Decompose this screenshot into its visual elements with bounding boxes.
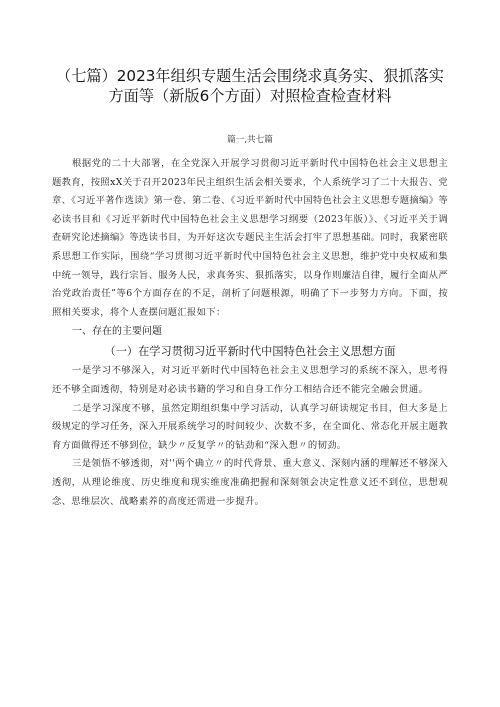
intro-paragraph: 根据党的二十大部署，在全党深入开展学习贯彻习近平新时代中国特色社会主义思想主题教育，按照xX关于召开2023年民主组织生活会相关要求，个人系统学习了二十大报告、党章、《习近平著作选读》第一卷、第二卷、《习近平新时代中国特色社会主义思想专题摘编》等必读书目和《习近平新时代中国特色社会主义思想学习纲要（2023年版）》、《习近平关于调查研究论述摘编》等选读书目，为开好这次专题民主生活会打牢了思想基础。同时，我紧密联系思想工作实际，围绕“学习贯彻习近平新时代中国特色社会主义思想，维护党中央权威和集中统一领导，践行宗旨、服务人民，求真务实、狠抓落实，以身作则廉洁自律，履行全面从严治党政治责任”等6个方面存在的不足，剖析了问题根源，明确了下一步努力方向。下面，按照相关要求，将个人查摆问题汇报如下：: [52, 158, 448, 318]
body-paragraph-3: 三是领悟不够透彻，对''两个确立〃的时代背景、重大意义、深刻内涵的理解还不够深入透彻，从理论维度、历史维度和现实维度准确把握和深刻领会决定性意义还不到位，思想观念、思维层次、战略素养的高度还需进一步提升。: [52, 458, 448, 507]
document-title: （七篇）2023年组织专题生活会围绕求真务实、狠抓落实方面等（新版6个方面）对照检查检查材料: [56, 67, 444, 105]
document-subtitle: 篇一,共七篇: [227, 135, 273, 145]
body-paragraph-2: 二是学习深度不够，虽然定期组织集中学习活动，认真学习研读规定书目，但大多是上级规定的学习任务，深入开展系统学习的时间较少、次数不多，在全面化、常态化开展主题教育方面做得还不够到位，缺少〃反复学〃的钻劲和“深入想〃的韧劲。: [52, 402, 448, 451]
section-heading: 一、存在的主要问题: [72, 326, 162, 338]
subsection-heading: （一）在学习贯彻习近平新时代中国特色社会主义思想方面: [104, 345, 396, 359]
body-paragraph-1: 一是学习不够深入，对习近平新时代中国特色社会主义思想学习的系统不深入，思考得还不够全面透彻，特别是对必读书籍的学习和自身工作分工相结合还不能完全融会贯通。: [52, 365, 448, 395]
